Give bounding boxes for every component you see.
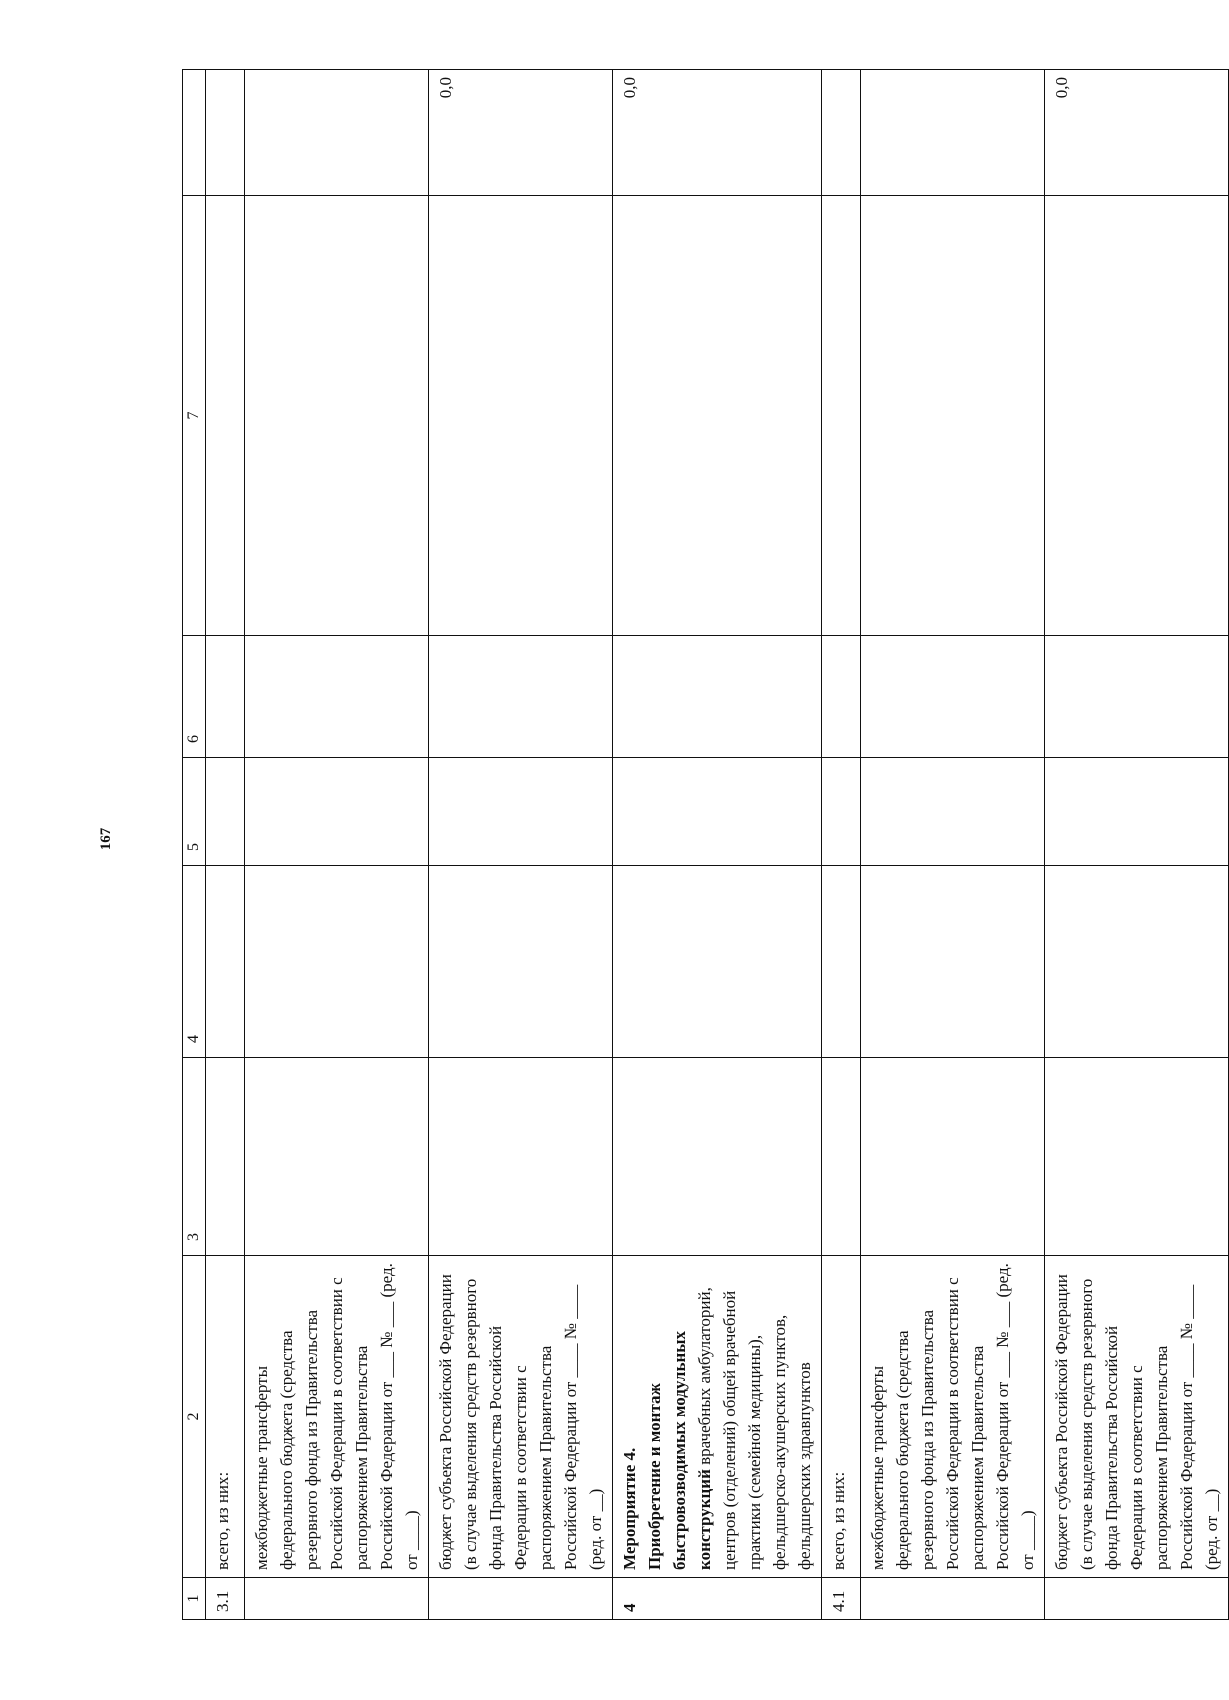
row-description: межбюджетные трансферты федерального бюджета (средства резервного фонда из Правительства Российской Федерации в соответствии с распоряжением Правительства Российской Федерации от ___ № ___ (ред. от ____) xyxy=(245,1256,429,1578)
row-value xyxy=(206,70,245,196)
empty-cell xyxy=(1045,636,1229,758)
row-value xyxy=(245,70,429,196)
empty-cell xyxy=(1045,196,1229,636)
table-row xyxy=(822,70,861,1620)
row-value xyxy=(822,70,861,196)
empty-cell xyxy=(1045,866,1229,1058)
empty-cell xyxy=(206,1058,245,1256)
page-number: 167 xyxy=(98,827,114,851)
empty-cell xyxy=(206,866,245,1058)
row-number: 4 xyxy=(613,1578,822,1620)
row-description: бюджет субъекта Российской Федерации (в случае выделения средств резервного фонда Правительства Российской Федерации в соответствии с распоряжением Правительства Российской Федерации от ____ № ____ (ред. от __) xyxy=(1045,1256,1229,1578)
table-row xyxy=(861,70,1045,1620)
empty-cell xyxy=(429,866,613,1058)
row-value: 0,0 xyxy=(429,70,613,196)
row-number xyxy=(245,1578,429,1620)
empty-cell xyxy=(206,636,245,758)
empty-cell xyxy=(245,1058,429,1256)
empty-cell xyxy=(429,196,613,636)
empty-cell xyxy=(822,636,861,758)
empty-cell xyxy=(245,866,429,1058)
empty-cell xyxy=(613,196,822,636)
empty-cell xyxy=(613,1058,822,1256)
col-header-6: 6 xyxy=(183,636,206,758)
col-header-5: 5 xyxy=(183,758,206,866)
empty-cell xyxy=(861,196,1045,636)
empty-cell xyxy=(429,1058,613,1256)
measure-description: врачебных амбулаторий, центров (отделений) общей врачебной практики (семейной медицины), фельдшерско-акушерских пунктов, фельдшерских здравпунктов xyxy=(695,1287,814,1570)
row-number xyxy=(861,1578,1045,1620)
empty-cell xyxy=(613,758,822,866)
empty-cell xyxy=(429,636,613,758)
row-number xyxy=(429,1578,613,1620)
row-number: 4.1 xyxy=(822,1578,861,1620)
empty-cell xyxy=(613,866,822,1058)
empty-cell xyxy=(861,1058,1045,1256)
empty-cell xyxy=(245,196,429,636)
table-row xyxy=(206,70,245,1620)
empty-cell xyxy=(429,758,613,866)
col-header-1: 1 xyxy=(183,1578,206,1620)
empty-cell xyxy=(861,758,1045,866)
measure-title: Приобретение и монтаж быстровозводимых модульных конструкций xyxy=(645,1330,714,1570)
landscape-page xyxy=(182,70,1221,1620)
row-description: бюджет субъекта Российской Федерации (в случае выделения средств резервного фонда Правительства Российской Федерации в соответствии с распоряжением Правительства Российской Федерации от ____ № ____ (ред. от __) xyxy=(429,1256,613,1578)
row-number: 3.1 xyxy=(206,1578,245,1620)
table-row xyxy=(429,70,613,1620)
row-description: межбюджетные трансферты федерального бюджета (средства резервного фонда из Правительства Российской Федерации в соответствии с распоряжением Правительства Российской Федерации от ___ № ___ (ред. от ____) xyxy=(861,1256,1045,1578)
empty-cell xyxy=(1045,758,1229,866)
row-description: всего, из них: xyxy=(206,1256,245,1578)
col-header-7: 7 xyxy=(183,196,206,636)
empty-cell xyxy=(822,196,861,636)
row-value: 0,0 xyxy=(613,70,822,196)
col-header-3: 3 xyxy=(183,1058,206,1256)
empty-cell xyxy=(822,1058,861,1256)
row-value xyxy=(861,70,1045,196)
empty-cell xyxy=(206,196,245,636)
row-value: 0,0 xyxy=(1045,70,1229,196)
col-header-4: 4 xyxy=(183,866,206,1058)
row-description: всего, из них: xyxy=(822,1256,861,1578)
empty-cell xyxy=(822,866,861,1058)
empty-cell xyxy=(206,758,245,866)
budget-table xyxy=(182,69,1229,1620)
table-row xyxy=(245,70,429,1620)
measure-label: Мероприятие 4. xyxy=(620,1447,639,1570)
empty-cell xyxy=(245,758,429,866)
col-header-2: 2 xyxy=(183,1256,206,1578)
empty-cell xyxy=(1045,1058,1229,1256)
empty-cell xyxy=(822,758,861,866)
row-description xyxy=(613,1256,822,1578)
empty-cell xyxy=(861,866,1045,1058)
table-row xyxy=(613,70,822,1620)
empty-cell xyxy=(613,636,822,758)
row-number xyxy=(1045,1578,1229,1620)
col-header-8 xyxy=(183,70,206,196)
column-number-row xyxy=(183,70,206,1620)
empty-cell xyxy=(861,636,1045,758)
empty-cell xyxy=(245,636,429,758)
table-row xyxy=(1045,70,1229,1620)
